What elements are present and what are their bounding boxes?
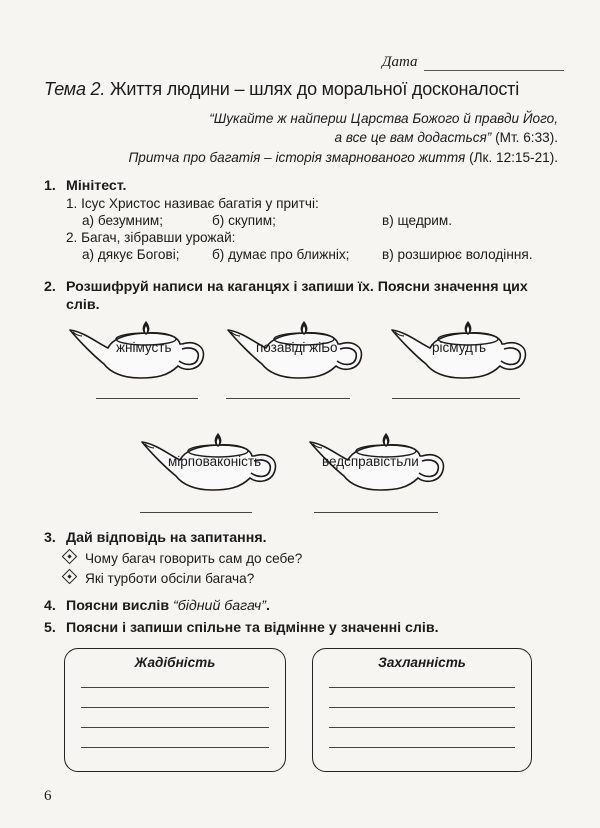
epigraph-line1: “Шукайте ж найперш Царства Божого й правди Його, xyxy=(209,111,558,126)
lamp-word-3: рісмудть xyxy=(432,340,487,355)
epigraph-ref: (Мт. 6:33). xyxy=(495,130,558,145)
task1-q1-option-a[interactable]: а) безумним; xyxy=(82,213,164,228)
lamp-word-4: мірповаконість xyxy=(168,454,262,469)
epigraph-line2: а все це вам додасться” xyxy=(334,130,492,145)
task2-title-line1: Розшифруй написи на каганцях і запиши їх. Поясни значення цих xyxy=(66,279,528,295)
diamond-bullet-icon xyxy=(62,569,78,585)
parable-caption xyxy=(128,150,558,165)
task3-heading xyxy=(44,530,267,546)
answer-line-2[interactable] xyxy=(226,398,350,399)
task4-quote: “бідний багач” xyxy=(173,598,266,614)
task1-title: Мінітест. xyxy=(66,178,127,194)
task1-q2: 2. Багач, зібравши урожай: xyxy=(66,230,236,245)
lamp-word-5: ведсправістьли xyxy=(322,454,419,469)
parable-text: Притча про багатія – історія змарнованого життя xyxy=(128,150,466,165)
task3-number: 3. xyxy=(44,530,56,546)
box-line[interactable] xyxy=(81,707,269,708)
box-zakhlannist xyxy=(312,648,532,772)
task1-q2-option-a[interactable]: а) дякує Богові; xyxy=(82,247,180,262)
answer-line-4[interactable] xyxy=(140,512,252,513)
task4-title: Поясни вислів xyxy=(66,598,170,614)
diamond-bullet-icon xyxy=(62,549,78,565)
task1-heading xyxy=(44,178,126,194)
box-line[interactable] xyxy=(81,727,269,728)
date-line[interactable] xyxy=(424,70,564,71)
topic-title xyxy=(44,79,519,100)
answer-line-5[interactable] xyxy=(314,512,438,513)
task3-question-2 xyxy=(64,571,254,586)
task1-q1-option-b[interactable]: б) скупим; xyxy=(212,213,276,228)
task3-question-1 xyxy=(64,551,302,566)
epigraph xyxy=(209,109,558,147)
task3-question-2-text: Які турботи обсіли багача? xyxy=(85,571,255,586)
task3-title: Дай відповідь на запитання. xyxy=(66,530,267,546)
task2-title-line2: слів. xyxy=(66,297,100,313)
task2-heading xyxy=(44,278,528,314)
box-zhadibnist-title: Жадібність xyxy=(134,655,216,670)
lamp-word-1: жнімусть xyxy=(116,340,172,355)
task4-end: . xyxy=(266,598,270,614)
task5-number: 5. xyxy=(44,620,56,636)
lamp-word-2: позавіді жіБо xyxy=(256,340,338,355)
topic-prefix: Тема 2. xyxy=(44,79,106,99)
box-line[interactable] xyxy=(329,707,515,708)
box-line[interactable] xyxy=(81,747,269,748)
task1-q2-option-b[interactable]: б) думає про ближніх; xyxy=(212,247,350,262)
answer-line-3[interactable] xyxy=(392,398,520,399)
box-line[interactable] xyxy=(329,727,515,728)
answer-line-1[interactable] xyxy=(96,398,198,399)
task1-q1-option-c[interactable]: в) щедрим. xyxy=(382,213,453,228)
box-line[interactable] xyxy=(329,687,515,688)
task4-heading xyxy=(44,598,270,614)
page-number: 6 xyxy=(44,788,52,804)
box-line[interactable] xyxy=(329,747,515,748)
task3-question-1-text: Чому багач говорить сам до себе? xyxy=(85,551,303,566)
box-line[interactable] xyxy=(81,687,269,688)
task5-heading xyxy=(44,620,439,636)
task5-title: Поясни і запиши спільне та відмінне у значенні слів. xyxy=(66,620,439,636)
box-zhadibnist xyxy=(64,648,286,772)
task1-q2-option-c[interactable]: в) розширює володіння. xyxy=(382,247,533,262)
task2-number: 2. xyxy=(44,279,56,295)
box-zakhlannist-title: Захланність xyxy=(378,655,466,670)
task4-number: 4. xyxy=(44,598,56,614)
date-label: Дата xyxy=(382,54,418,70)
epigraph-line2-wrap xyxy=(209,128,558,147)
task1-q1: 1. Ісус Христос називає багатія у притчі: xyxy=(66,196,319,211)
parable-ref: (Лк. 12:15-21). xyxy=(469,150,558,165)
task1-number: 1. xyxy=(44,178,56,194)
topic-text: Життя людини – шлях до моральної досконалості xyxy=(109,79,520,99)
